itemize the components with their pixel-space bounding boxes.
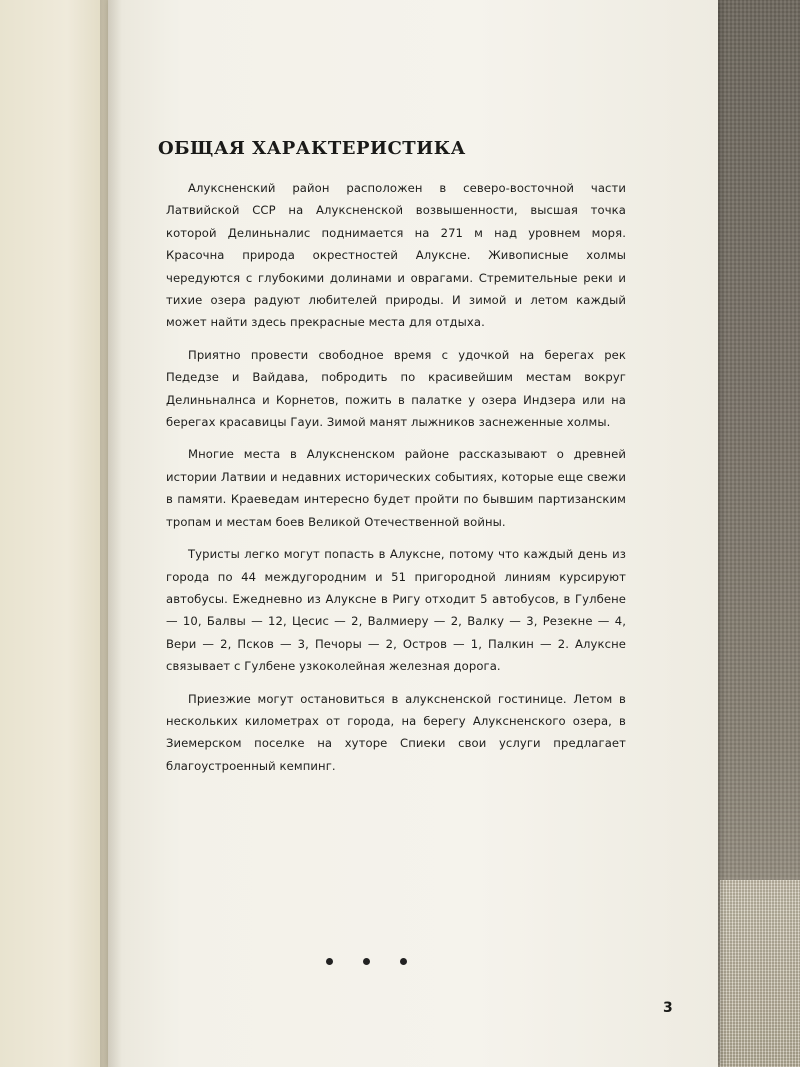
separator-dot [326,958,333,965]
separator-dot [400,958,407,965]
fabric-light-background [720,880,800,1067]
section-separator [326,958,407,965]
paragraph-1: Алуксненский район расположен в северо-восточной части Латвийской ССР на Алуксненской возвышенности, высшая точка которой Делиньналис поднимается на 271 м над уровнем моря. Красочна природа окрестностей Алуксне. Живописные холмы чередуются с глубокими долинами и оврагами. Стремительные реки и тихие озера радуют любителей природы. И зимой и летом каждый может найти здесь прекрасные места для отдыха. [166,181,626,330]
paragraph-5: Приезжие могут остановиться в алуксненской гостинице. Летом в нескольких километрах от города, на берегу Алуксненского озера, в Зиемерском поселке на хуторе Спиеки свои услуги предлагает благоустроенный кемпинг. [166,691,626,773]
page-content [158,138,626,787]
paragraph-3: Многие места в Алуксненском районе рассказывают о древней истории Латвии и недавних исторических событиях, которые еще свежи в памяти. Краеведам интересно будет пройти по бывшим партизанским тропам и местам боев Великой Отечественной войны. [166,447,626,529]
book-page [108,0,718,1067]
separator-dot [363,958,370,965]
paragraph-4: Туристы легко могут попасть в Алуксне, потому что каждый день из города по 44 междугородним и 51 пригородной линиям курсируют автобусы. Ежедневно из Алуксне в Ригу отходит 5 автобусов, в Гулбене — 10, Балвы — 12, Цесис — 2, Валмиеру — 2, Валку — 3, Резекне — 4, Вери — 2, Псков — 3, Печоры — 2, Остров — 1, Палкин — 2. Алуксне связывает с Гулбене узкоколейная железная дорога. [166,547,626,674]
paragraph-2: Приятно провести свободное время с удочкой на берегах рек Педедзе и Вайдава, побродить по красивейшим местам вокруг Делиньналнса и Корнетов, пожить в палатке у озера Индзера или на берегах красавицы Гауи. Зимой манят лыжников заснеженные холмы. [166,347,626,430]
page-number: 3 [663,1000,673,1016]
section-heading: ОБЩАЯ ХАРАКТЕРИСТИКА [158,138,466,159]
book-gutter [100,0,122,1067]
left-page [0,0,112,1067]
